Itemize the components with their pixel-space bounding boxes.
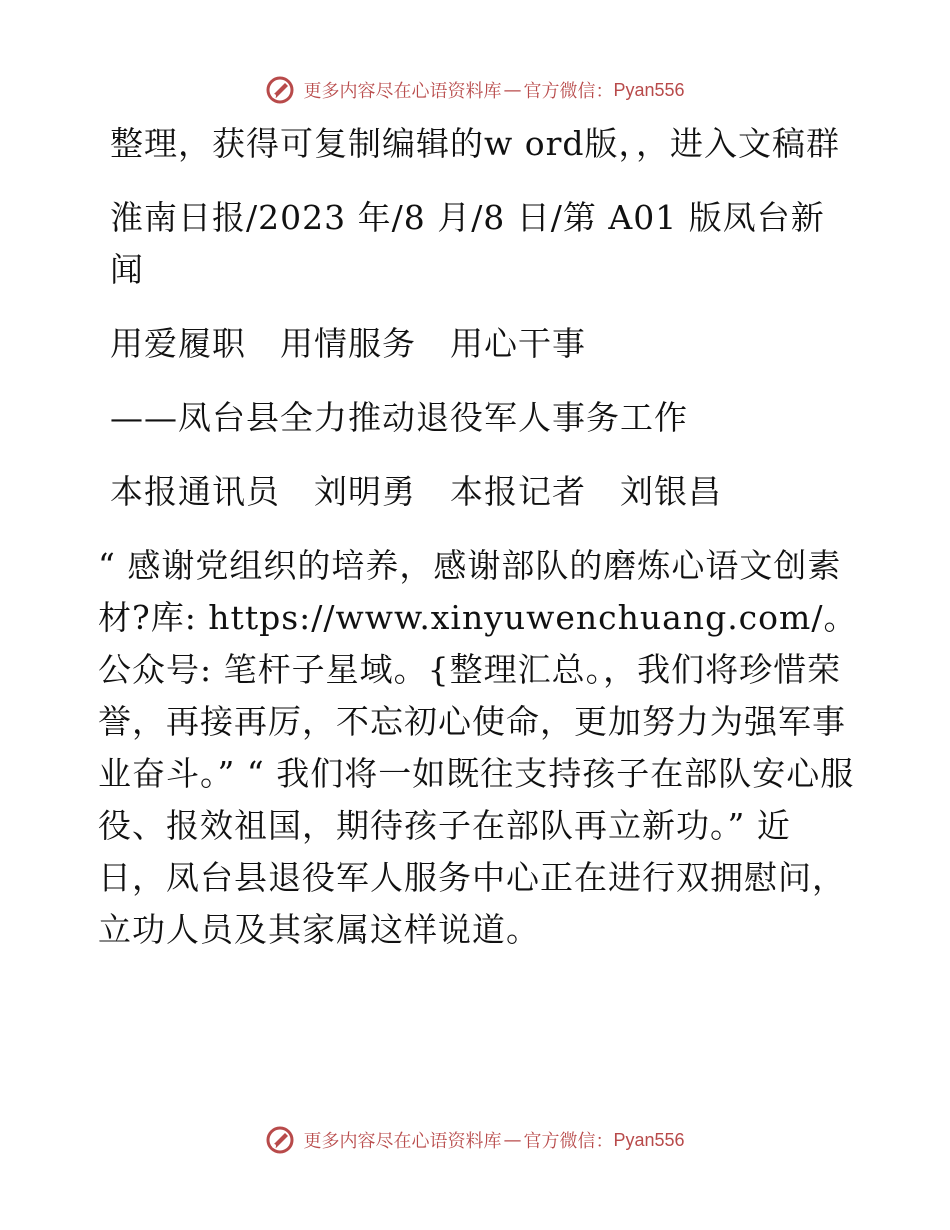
- document-body: [98, 118, 858, 956]
- footer-banner-separator: —: [503, 1129, 522, 1151]
- title-part: 用情服务: [280, 324, 416, 363]
- article-title: [98, 318, 858, 370]
- footer-banner-handle: Pyan556: [613, 1129, 685, 1150]
- brand-logo-icon: [265, 75, 295, 105]
- brand-logo-icon: [265, 1125, 295, 1155]
- article-byline: [98, 466, 858, 518]
- byline-part: 本报记者: [450, 472, 586, 511]
- byline-part: 本报通讯员: [110, 472, 280, 511]
- byline-part: 刘明勇: [314, 472, 416, 511]
- title-part: 用爱履职: [110, 324, 246, 363]
- article-body-paragraph: “ 感谢党组织的培养，感谢部队的磨炼心语文创素材?库: https://www.xinyuwenchuang.com/。公众号: 笔杆子星域。{整理汇总。，我们将珍惜荣誉，再接再厉，不忘初心使命，更加努力为强军事业奋斗。” “ 我们将一如既往支持孩子在部队安心服役、报效祖国，期待孩子在部队再立新功。” 近日，凤台县退役军人服务中心正在进行双拥慰问，立功人员及其家属这样说道。: [98, 546, 858, 949]
- article-subtitle: ——凤台县全力推动退役军人事务工作: [110, 398, 688, 437]
- footer-banner-label: 官方微信：: [523, 1131, 614, 1152]
- footer-banner: [0, 1120, 950, 1160]
- header-banner-separator: —: [503, 79, 522, 101]
- title-part: 用心干事: [450, 324, 586, 363]
- header-banner-label: 官方微信：: [523, 81, 614, 102]
- intro-paragraph: 整理，获得可复制编辑的w ord版，，进入文稿群: [110, 124, 841, 163]
- header-banner-handle: Pyan556: [613, 79, 685, 100]
- header-banner-text: 更多内容尽在心语资料库: [303, 81, 502, 102]
- source-line: 淮南日报/2023 年/8 月/8 日/第 A01 版凤台新闻: [110, 198, 825, 289]
- header-banner: [0, 70, 950, 110]
- byline-part: 刘银昌: [620, 472, 722, 511]
- footer-banner-text: 更多内容尽在心语资料库: [303, 1131, 502, 1152]
